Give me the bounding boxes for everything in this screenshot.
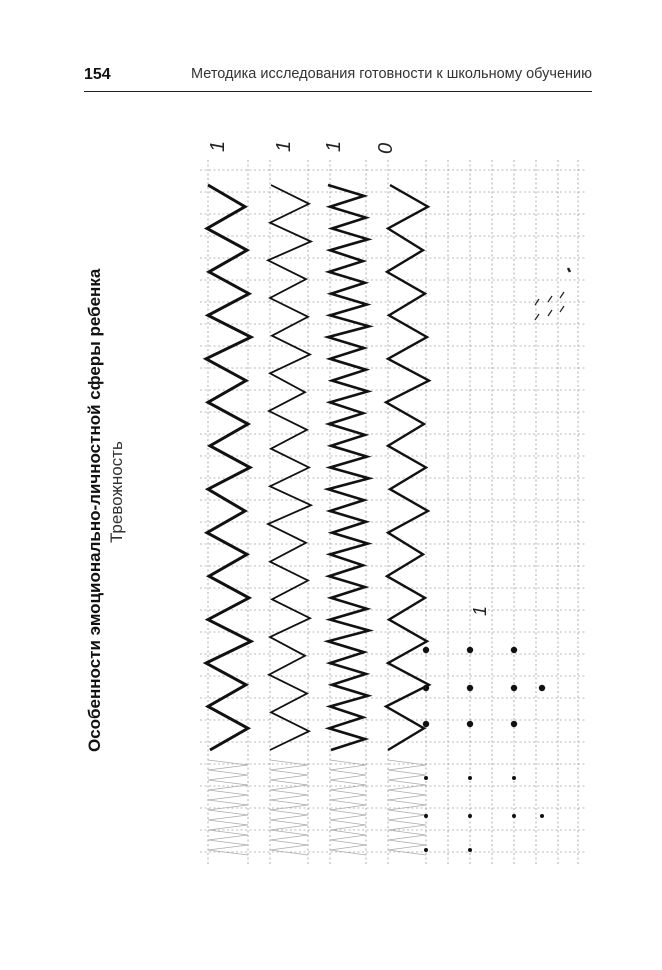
dot-mark <box>467 721 473 727</box>
dot-mark <box>423 647 429 653</box>
sample-zigzag <box>270 760 308 855</box>
score-mark: 1 <box>323 140 345 152</box>
dot-mark <box>468 814 472 818</box>
pencil-tick <box>535 314 539 320</box>
dot-mark <box>423 721 429 727</box>
sample-zigzag <box>208 760 248 855</box>
zigzag-line <box>328 185 369 750</box>
dot-mark <box>540 814 544 818</box>
sample-zigzag <box>330 760 366 855</box>
pencil-tick <box>548 310 552 316</box>
dot-mark <box>511 647 517 653</box>
section-subtitle: Тревожность <box>107 441 126 543</box>
pencil-tick <box>560 306 564 312</box>
dot-mark <box>467 647 473 653</box>
dot-mark <box>424 776 428 780</box>
dot-mark <box>423 685 429 691</box>
side-mark: 1 <box>470 605 490 616</box>
dot-mark <box>424 814 428 818</box>
score-mark: 1 <box>273 140 295 152</box>
running-head: Методика исследования готовности к школьному обучению <box>191 66 592 82</box>
zigzag-line <box>206 185 251 750</box>
dot-mark <box>468 848 472 852</box>
scanned-worksheet <box>180 130 600 870</box>
zigzag-line <box>268 185 311 750</box>
dot-mark <box>512 776 516 780</box>
dot-mark <box>467 685 473 691</box>
pencil-tick <box>560 292 564 298</box>
header-rule <box>84 91 592 92</box>
section-title: Особенности эмоционально-личностной сферы ребенка <box>85 268 104 752</box>
zigzag-line <box>386 185 429 750</box>
worksheet-figure <box>180 130 600 870</box>
pencil-dot <box>568 268 570 272</box>
dot-mark <box>424 848 428 852</box>
page-number: 154 <box>84 66 111 83</box>
pencil-tick <box>548 296 552 302</box>
dot-mark <box>511 685 517 691</box>
score-mark: 0 <box>375 142 397 154</box>
dot-mark <box>539 685 545 691</box>
sample-zigzag <box>388 760 426 855</box>
dot-mark <box>511 721 517 727</box>
dot-mark <box>512 814 516 818</box>
dot-mark <box>468 776 472 780</box>
score-mark: 1 <box>207 140 229 152</box>
